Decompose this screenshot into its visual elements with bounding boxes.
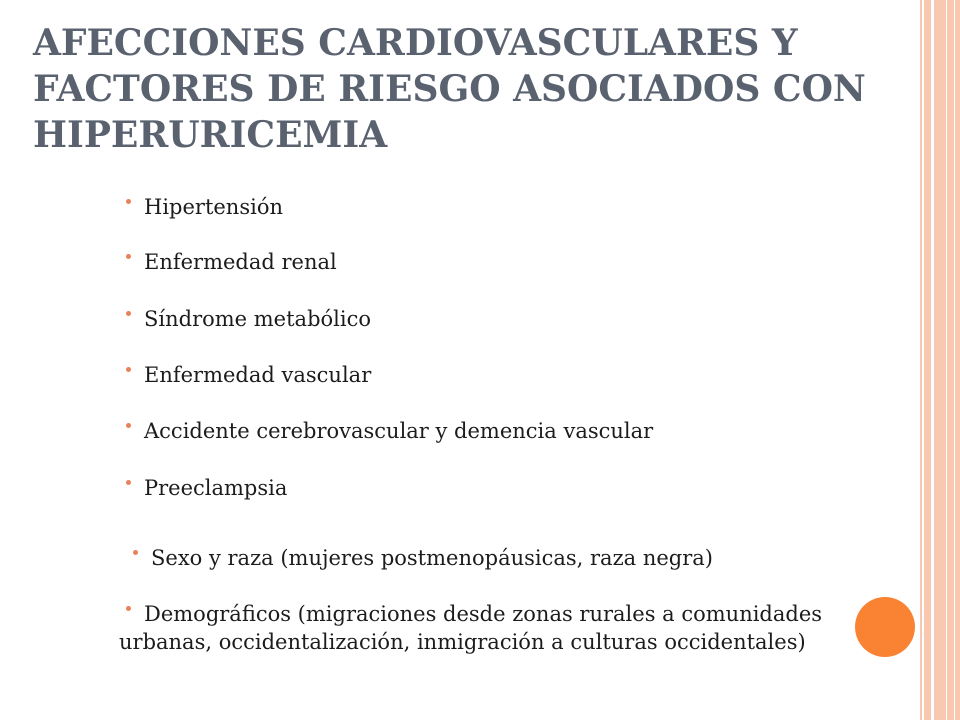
bullet-item (126, 306, 371, 332)
bullet-text: Hipertensión (144, 195, 283, 219)
band-stripe (922, 0, 924, 720)
bullet-text: Síndrome metabólico (144, 307, 371, 331)
bullet-text: Sexo y raza (mujeres postmenopáusicas, raza negra) (151, 546, 713, 570)
bullet-item (119, 600, 879, 656)
bullet-dot-icon (126, 423, 131, 428)
bullet-text: Accidente cerebrovascular y demencia vascular (144, 419, 654, 443)
bullet-dot-icon (133, 550, 138, 555)
bullet-item (126, 194, 283, 220)
bullet-text: Preeclampsia (144, 476, 288, 500)
decorative-circle (855, 597, 915, 657)
bullet-dot-icon (126, 199, 131, 204)
bullet-dot-icon (126, 367, 131, 372)
bullet-dot-icon (126, 311, 131, 316)
slide-title: AFECCIONES CARDIOVASCULARES Y FACTORES DE RIESGO ASOCIADOS CON HIPERURICEMIA (33, 22, 866, 156)
bullet-item (126, 249, 337, 275)
bullet-text: Enfermedad renal (144, 250, 337, 274)
bullet-item (126, 418, 653, 444)
band-stripe (931, 0, 934, 720)
bullet-text: Demográficos (migraciones desde zonas rurales a comunidades urbanas, occidentalización, inmigración a culturas occidentales) (119, 602, 823, 654)
bullet-item (126, 362, 371, 388)
band-stripe (946, 0, 947, 720)
band-stripe (954, 0, 955, 720)
bullet-dot-icon (126, 254, 131, 259)
bullet-dot-icon (126, 480, 131, 485)
bullet-item (133, 545, 713, 571)
bullet-item (126, 475, 287, 501)
bullet-dot-icon (126, 606, 131, 611)
bullet-text: Enfermedad vascular (144, 363, 372, 387)
